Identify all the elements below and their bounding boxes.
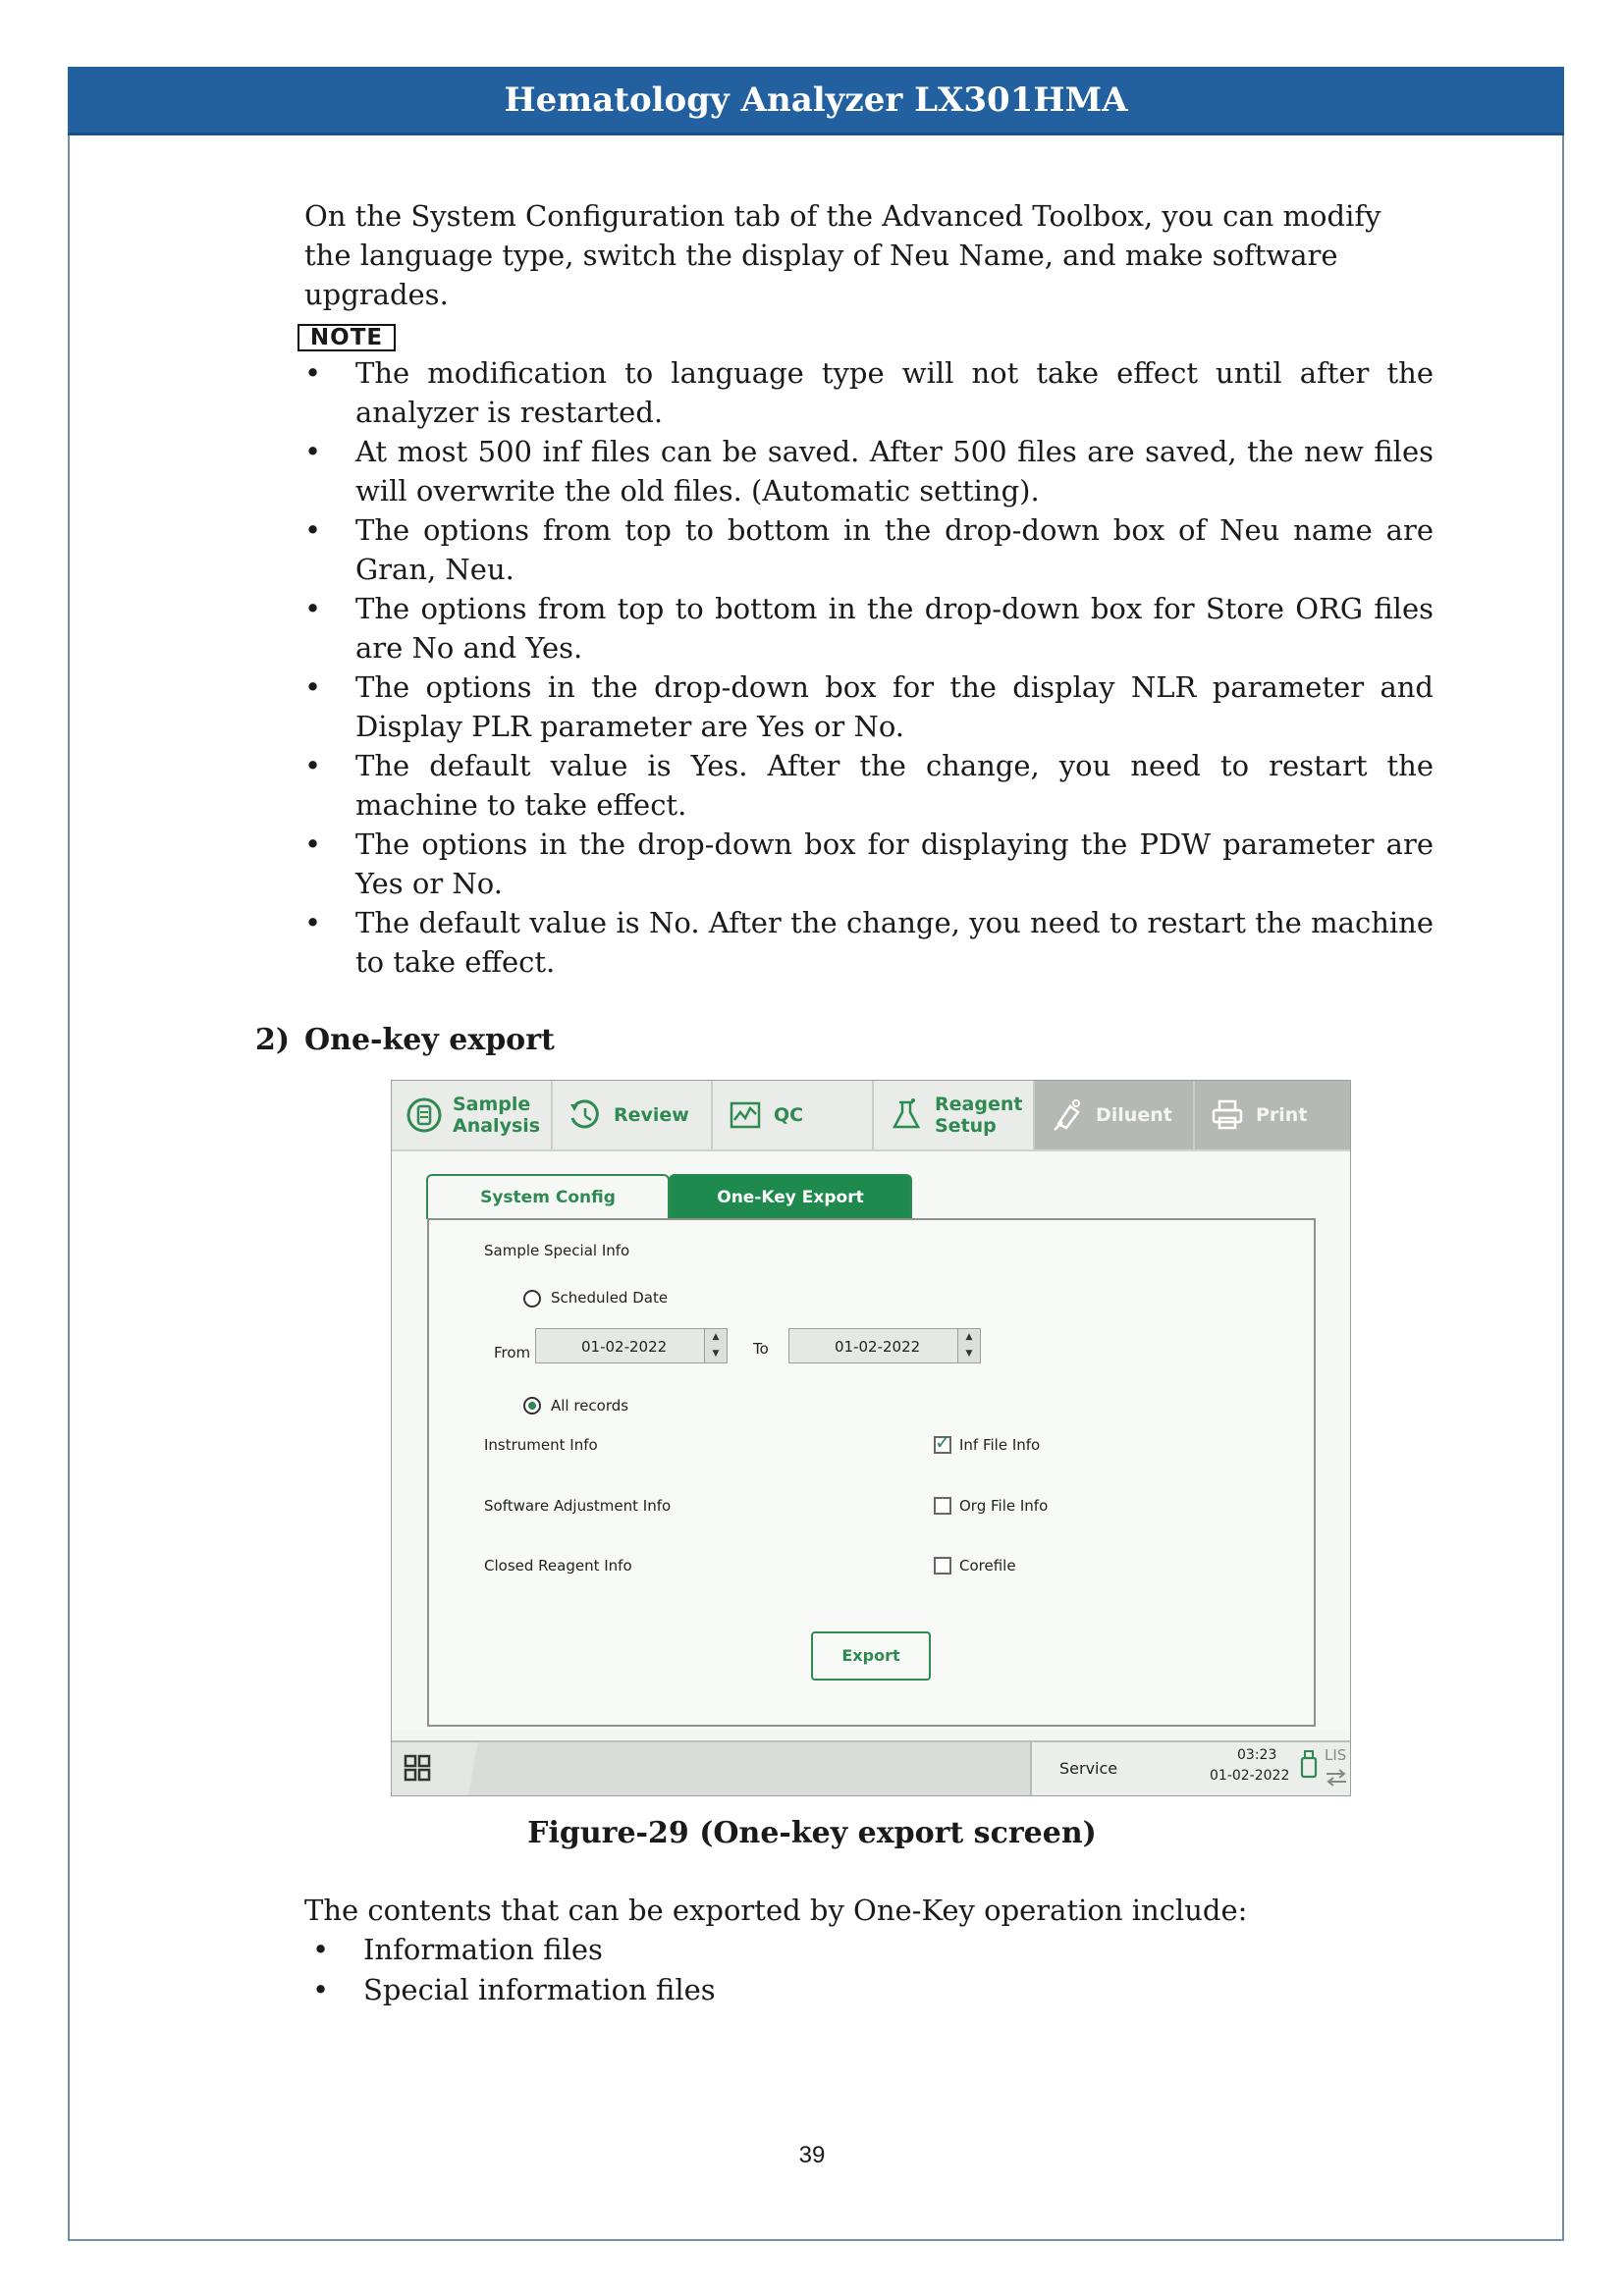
note-item: • The default value is Yes. After the change, you need to restart the machine to take effect. xyxy=(304,746,1434,825)
nav-tab-reagent-setup[interactable] xyxy=(874,1081,1035,1149)
nav-label: Reagent xyxy=(935,1094,1023,1115)
status-time: 03:23 xyxy=(1237,1747,1277,1763)
note-item: • The options from top to bottom in the drop-down box of Neu name are Gran, Neu. xyxy=(304,510,1434,589)
export-button[interactable]: Export xyxy=(811,1631,931,1681)
contents-list xyxy=(312,1930,716,2010)
to-label: To xyxy=(753,1340,769,1358)
one-key-export-screenshot xyxy=(391,1080,1351,1796)
nav-label: QC xyxy=(774,1104,804,1126)
intro-paragraph: On the System Configuration tab of the Advanced Toolbox, you can modify the language type, switch the display of Neu Name, and make software upgrades. xyxy=(304,199,1381,311)
date-spinner[interactable]: ▲ ▼ xyxy=(704,1329,727,1362)
from-date-input[interactable] xyxy=(535,1328,728,1363)
nav-label: Setup xyxy=(935,1115,997,1137)
software-adjustment-info-label: Software Adjustment Info xyxy=(484,1497,672,1515)
nav-label: Review xyxy=(614,1104,689,1126)
note-item: • At most 500 inf files can be saved. After 500 files are saved, the new files will overwrite the old files. (Automatic setting). xyxy=(304,432,1434,510)
to-date-input[interactable] xyxy=(788,1328,981,1363)
nav-tab-review[interactable] xyxy=(553,1081,713,1149)
nav-label: Print xyxy=(1256,1104,1308,1126)
scheduled-date-label: Scheduled Date xyxy=(551,1289,669,1307)
nav-tab-print[interactable] xyxy=(1195,1081,1350,1149)
instrument-info-label: Instrument Info xyxy=(484,1436,598,1454)
qc-chart-icon xyxy=(727,1096,764,1134)
page-header: Hematology Analyzer LX301HMA xyxy=(68,67,1564,135)
nav-tab-sample-analysis[interactable] xyxy=(392,1081,553,1149)
note-item: • The options from top to bottom in the drop-down box for Store ORG files are No and Yes. xyxy=(304,589,1434,667)
note-item: • The default value is No. After the change, you need to restart the machine to take effect. xyxy=(304,903,1434,982)
service-status: Service xyxy=(1059,1759,1118,1778)
usb-drive-icon xyxy=(1299,1749,1319,1779)
nav-label: Analysis xyxy=(453,1115,541,1137)
nav-tab-qc[interactable] xyxy=(713,1081,874,1149)
lis-status: LIS xyxy=(1325,1746,1347,1764)
note-item: • The options in the drop-down box for displaying the PDW parameter are Yes or No. xyxy=(304,825,1434,903)
org-file-info-label: Org File Info xyxy=(959,1497,1049,1515)
note-list xyxy=(304,353,1434,982)
home-button[interactable] xyxy=(392,1742,446,1795)
tab-one-key-export[interactable]: One-Key Export xyxy=(669,1174,912,1219)
review-icon xyxy=(567,1096,604,1134)
date-spinner[interactable]: ▲ ▼ xyxy=(957,1329,980,1362)
section-heading xyxy=(255,1021,555,1060)
check-icon: ✓ xyxy=(935,1430,951,1454)
nav-label: Sample xyxy=(453,1094,531,1115)
status-divider xyxy=(446,1742,514,1795)
all-records-label: All records xyxy=(551,1397,629,1415)
all-records-radio[interactable] xyxy=(523,1397,541,1415)
from-label: From xyxy=(494,1344,531,1362)
nav-label: Diluent xyxy=(1096,1104,1172,1126)
closed-reagent-info-label: Closed Reagent Info xyxy=(484,1557,632,1575)
section-number: 2) xyxy=(255,1023,291,1057)
note-item: • The modification to language type will not take effect until after the analyzer is restarted. xyxy=(304,353,1434,432)
status-date: 01-02-2022 xyxy=(1210,1768,1290,1784)
grid-menu-icon xyxy=(392,1742,446,1795)
note-item: • The options in the drop-down box for the display NLR parameter and Display PLR parameter are Yes or No. xyxy=(304,667,1434,746)
page-number: 39 xyxy=(798,2142,826,2168)
corefile-label: Corefile xyxy=(959,1557,1016,1575)
from-date-value: 01-02-2022 xyxy=(581,1338,668,1356)
sample-special-info-label: Sample Special Info xyxy=(484,1242,630,1259)
sample-analysis-icon xyxy=(406,1096,443,1134)
transfer-arrows-icon xyxy=(1325,1768,1348,1788)
org-file-info-checkbox[interactable] xyxy=(934,1497,951,1515)
status-info xyxy=(1030,1742,1350,1795)
nav-tab-diluent[interactable] xyxy=(1035,1081,1195,1149)
inf-file-info-checkbox[interactable] xyxy=(934,1430,951,1454)
diluent-icon xyxy=(1049,1096,1086,1134)
status-bar xyxy=(392,1740,1350,1795)
contents-item: • Special information files xyxy=(312,1970,716,2010)
contents-intro: The contents that can be exported by One-Key operation include: xyxy=(304,1894,1248,1927)
top-navigation xyxy=(392,1081,1350,1149)
tab-system-config[interactable]: System Config xyxy=(426,1174,670,1219)
to-date-value: 01-02-2022 xyxy=(835,1338,921,1356)
scheduled-date-radio[interactable] xyxy=(523,1290,541,1308)
note-badge: NOTE xyxy=(298,324,396,351)
corefile-checkbox[interactable] xyxy=(934,1557,951,1575)
printer-icon xyxy=(1209,1096,1246,1134)
section-title: One-key export xyxy=(304,1023,555,1057)
inf-file-info-label: Inf File Info xyxy=(959,1436,1041,1454)
figure-caption: Figure-29 (One-key export screen) xyxy=(527,1816,1097,1850)
contents-item: • Information files xyxy=(312,1930,716,1970)
flask-icon xyxy=(888,1096,925,1134)
